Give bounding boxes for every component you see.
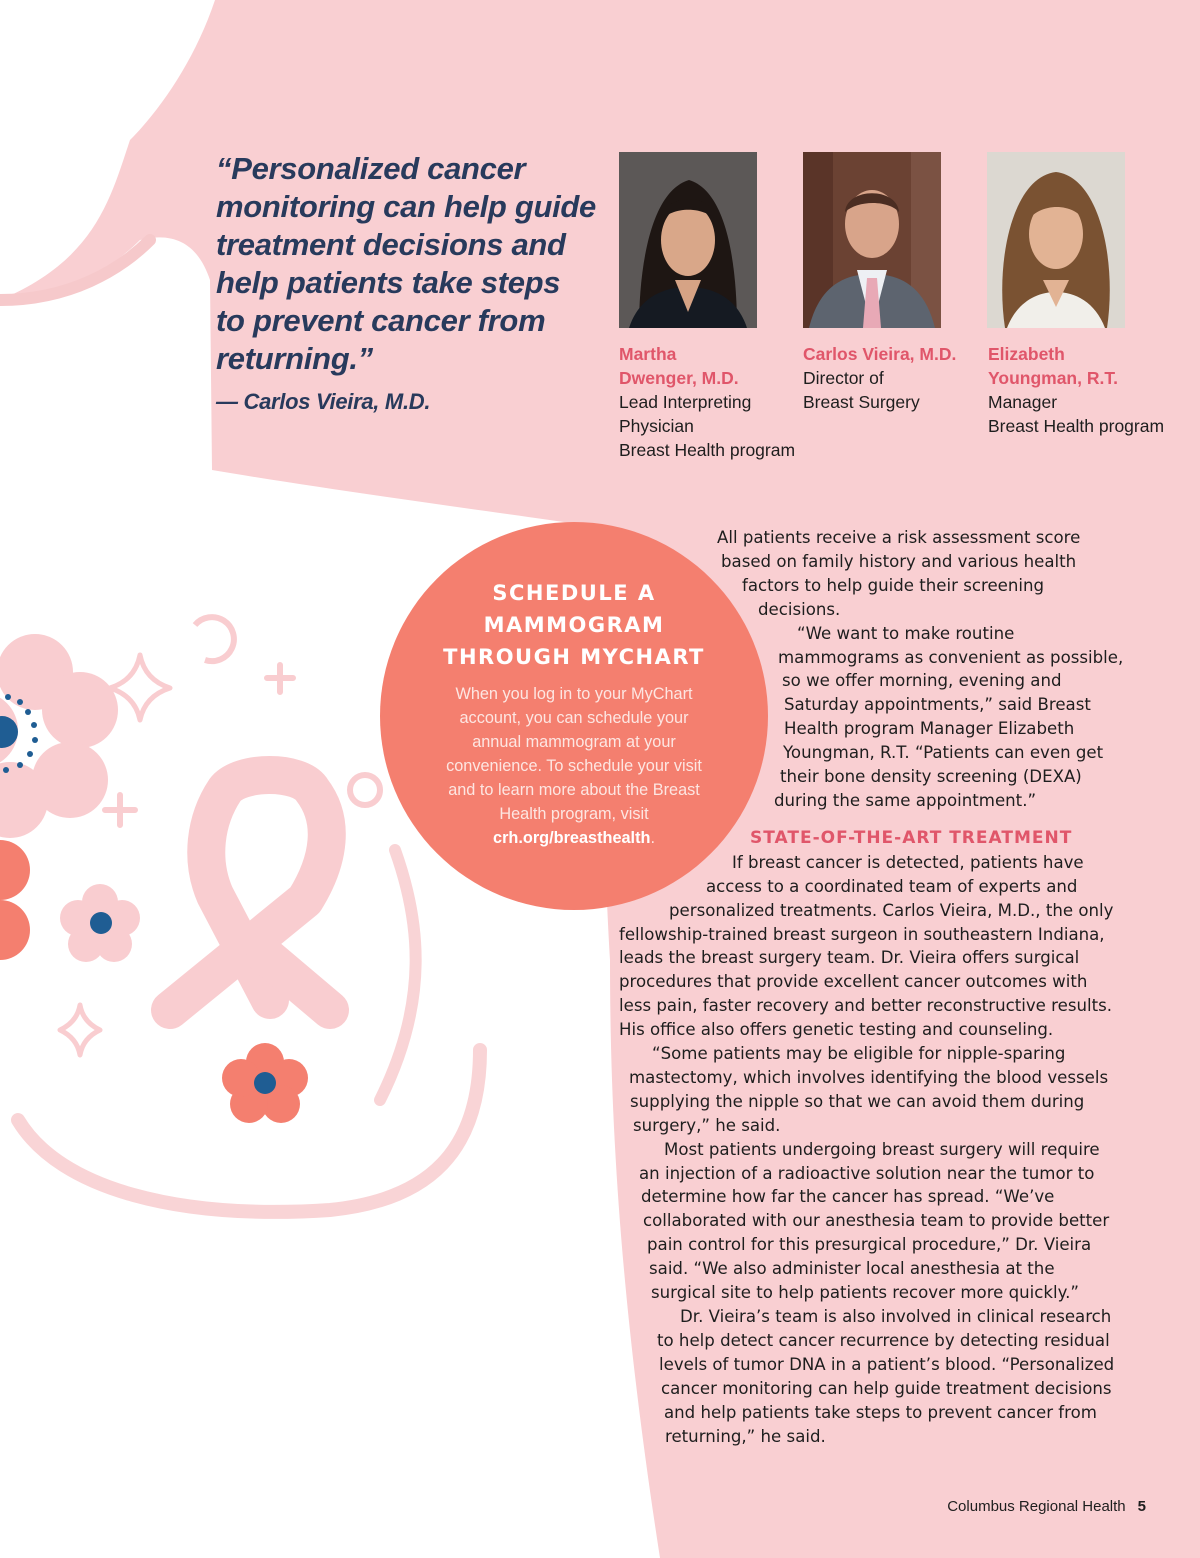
page-footer bbox=[947, 1498, 1146, 1515]
staff-caption-elizabeth-youngman bbox=[988, 342, 1164, 438]
staff-title-line: Breast Health program bbox=[988, 416, 1165, 436]
pull-quote bbox=[216, 150, 596, 415]
staff-title-line: Manager bbox=[988, 392, 1058, 412]
callout-heading: SCHEDULE A MAMMOGRAM THROUGH MYCHART bbox=[443, 581, 705, 669]
article-paragraph: Dr. Vieira’s team is also involved in clinical research to help detect cancer recurrence by detecting residual levels of tumor DNA in a patient’s blood. “Personalized cancer monitoring can help guide treatment decisions and help patients take steps to prevent cancer from returning,” he said. bbox=[657, 1307, 1115, 1446]
staff-title-line: Lead Interpreting bbox=[619, 392, 752, 412]
pull-quote-attribution: — Carlos Vieira, M.D. bbox=[216, 389, 431, 414]
staff-name: Elizabeth Youngman, R.T. bbox=[988, 344, 1118, 388]
article-paragraph: All patients receive a risk assessment score based on family history and various health factors to help guide their screening decisions. bbox=[717, 528, 1081, 619]
staff-caption-carlos-vieira bbox=[803, 342, 956, 414]
staff-name: Carlos Vieira, M.D. bbox=[803, 344, 957, 364]
callout-body-text: When you log in to your MyChart account, you can schedule your annual mammogram at your convenience. To schedule your visit and to learn more about the Breast Health program, visit bbox=[446, 685, 702, 823]
portrait-carlos-vieira bbox=[803, 152, 941, 328]
article-paragraph: “We want to make routine mammograms as convenient as possible, so we offer morning, evening and Saturday appointments,” said Breast Health program Manager Elizabeth Youngman, R.T. “Patients can even get their bone density screening (DEXA) during the same appointment.” bbox=[774, 623, 1124, 810]
publication-name: Columbus Regional Health bbox=[947, 1498, 1126, 1515]
staff-title-line: Breast Health program bbox=[619, 440, 796, 460]
callout-link-suffix: . bbox=[650, 829, 655, 847]
portrait-martha-dwenger bbox=[619, 152, 757, 328]
article-paragraph: “Some patients may be eligible for nipple-sparing mastectomy, which involves identifying the blood vessels supplying the nipple so that we can avoid them during surgery,” he said. bbox=[629, 1044, 1109, 1135]
staff-title-line: Breast Surgery bbox=[803, 392, 920, 412]
page-number: 5 bbox=[1137, 1498, 1146, 1515]
article-paragraph: Most patients undergoing breast surgery will require an injection of a radioactive solution near the tumor to determine how far the cancer has spread. “We’ve collaborated with our anesthesia team to provide better pain control for this presurgical procedure,” Dr. Vieira said. “We also administer local anesthesia at the surgical site to help patients recover more quickly.” bbox=[639, 1139, 1110, 1303]
staff-title-line: Director of bbox=[803, 368, 884, 388]
callout-link[interactable]: crh.org/breasthealth bbox=[493, 829, 651, 847]
portrait-elizabeth-youngman bbox=[987, 152, 1125, 328]
article-paragraph: If breast cancer is detected, patients have access to a coordinated team of experts and personalized treatments. Carlos Vieira, M.D., the only fellowship-trained breast surgeon in southeastern Indiana, leads the breast surgery team. Dr. Vieira offers surgical procedures that provide excellent cancer outcomes with less pain, faster recovery and better reconstructive results. His office also offers genetic testing and counseling. bbox=[619, 852, 1114, 1040]
article-body bbox=[600, 526, 1160, 1448]
staff-caption-martha-dwenger bbox=[619, 342, 795, 462]
pull-quote-text: “Personalized cancer monitoring can help guide treatment decisions and help patients take steps to prevent cancer from returning.” bbox=[216, 151, 597, 376]
staff-name: Martha Dwenger, M.D. bbox=[619, 344, 739, 388]
article-subheading: STATE-OF-THE-ART TREATMENT bbox=[750, 827, 1073, 848]
staff-title-line: Physician bbox=[619, 416, 694, 436]
